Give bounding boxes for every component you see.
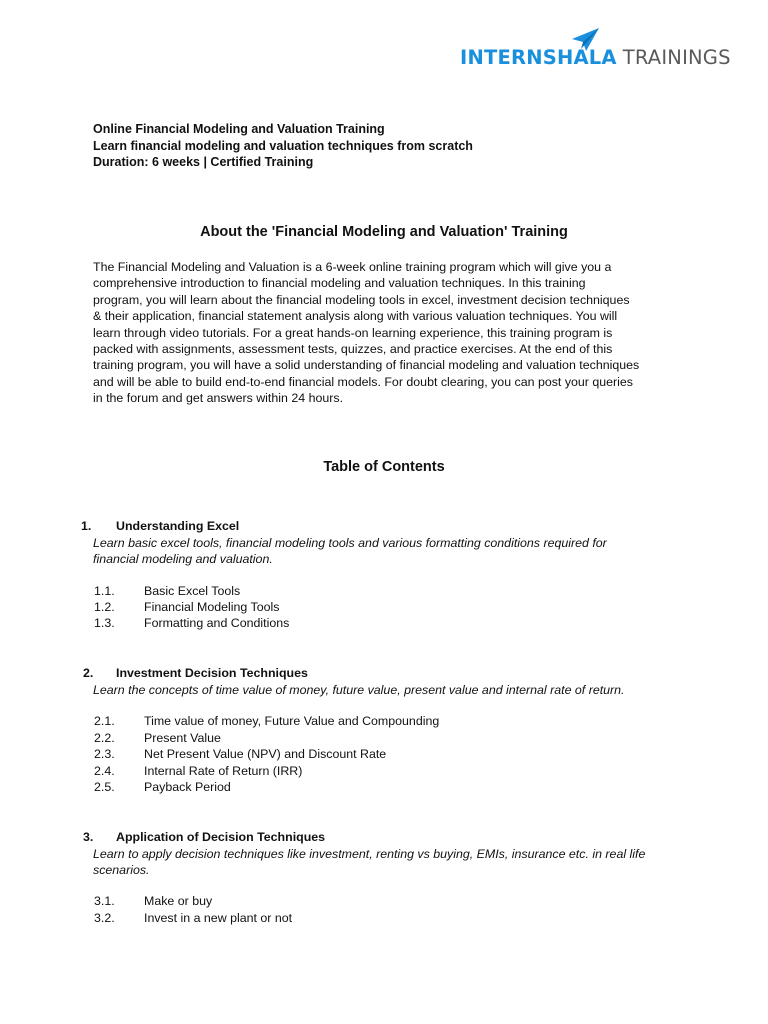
about-paragraph — [93, 259, 683, 407]
about-line: The Financial Modeling and Valuation is a 6-week online training program which will give you a — [93, 260, 612, 274]
about-line: and will be able to build end-to-end financial models. For doubt clearing, you can post your queries — [93, 374, 634, 389]
about-line: learn through video tutorials. For a great hands-on learning experience, this training program is — [93, 325, 613, 340]
section-title: Understanding Excel — [116, 519, 240, 533]
subsection-number: 2.4. — [94, 764, 115, 778]
subsection-number: 1.3. — [94, 616, 115, 630]
subsection-number: 1.1. — [94, 584, 115, 598]
about-line: in the forum and get answers within 24 hours. — [93, 391, 344, 406]
about-line: packed with assignments, assessment tests, quizzes, and practice exercises. At the end of this — [93, 342, 613, 357]
section-number: 1. — [81, 519, 92, 533]
section-description: Learn the concepts of time value of money, future value, present value and internal rate of return. — [93, 683, 625, 697]
section-description: Learn basic excel tools, financial modeling tools and various formatting conditions required for — [93, 536, 607, 550]
about-line: training program, you will have a solid understanding of financial modeling and valuation techniques — [93, 358, 640, 373]
section-description: scenarios. — [93, 863, 150, 877]
subsection-title: Formatting and Conditions — [144, 616, 290, 630]
section-title: Investment Decision Techniques — [116, 666, 308, 680]
section-description: financial modeling and valuation. — [93, 552, 273, 566]
about-line: & their application, financial statement analysis along with various valuation techniques. You will — [93, 309, 618, 324]
section-number: 3. — [83, 830, 94, 844]
header-duration: Duration: 6 weeks | Certified Training — [93, 155, 314, 169]
subsection-title: Payback Period — [144, 780, 231, 794]
subsection-number: 2.3. — [94, 747, 115, 761]
logo-part-shala: SHALA — [542, 46, 617, 69]
section-description: Learn to apply decision techniques like investment, renting vs buying, EMIs, insurance etc. in real life — [93, 847, 646, 861]
subsection-title: Internal Rate of Return (IRR) — [144, 764, 303, 778]
subsection-title: Invest in a new plant or not — [144, 911, 293, 925]
header-course-name: Online Financial Modeling and Valuation Training — [93, 122, 385, 136]
subsection-number: 2.5. — [94, 780, 115, 794]
subsection-title: Net Present Value (NPV) and Discount Rate — [144, 747, 387, 761]
subsection-title: Time value of money, Future Value and Compounding — [144, 714, 440, 728]
about-line: comprehensive introduction to financial modeling and valuation techniques. In this training — [93, 276, 586, 291]
subsection-title: Basic Excel Tools — [144, 584, 241, 598]
subsection-number: 3.1. — [94, 894, 115, 908]
section-title: Application of Decision Techniques — [116, 830, 326, 844]
subsection-number: 3.2. — [94, 911, 115, 925]
section-number: 2. — [83, 666, 94, 680]
logo-part-intern: INTERN — [460, 46, 543, 69]
toc-title: Table of Contents — [323, 459, 445, 475]
logo-part-trainings: TRAININGS — [622, 46, 731, 69]
subsection-title: Present Value — [144, 731, 221, 745]
about-title: About the 'Financial Modeling and Valuation' Training — [200, 224, 568, 240]
header-tagline: Learn financial modeling and valuation techniques from scratch — [93, 139, 473, 153]
subsection-number: 1.2. — [94, 600, 115, 614]
about-line: program, you will learn about the financial modeling tools in excel, investment decision techniques — [93, 292, 630, 307]
subsection-title: Financial Modeling Tools — [144, 600, 280, 614]
internshala-trainings-logo — [460, 27, 731, 77]
logo-wordmark — [460, 46, 731, 69]
subsection-number: 2.2. — [94, 731, 115, 745]
subsection-number: 2.1. — [94, 714, 115, 728]
subsection-title: Make or buy — [144, 894, 213, 908]
